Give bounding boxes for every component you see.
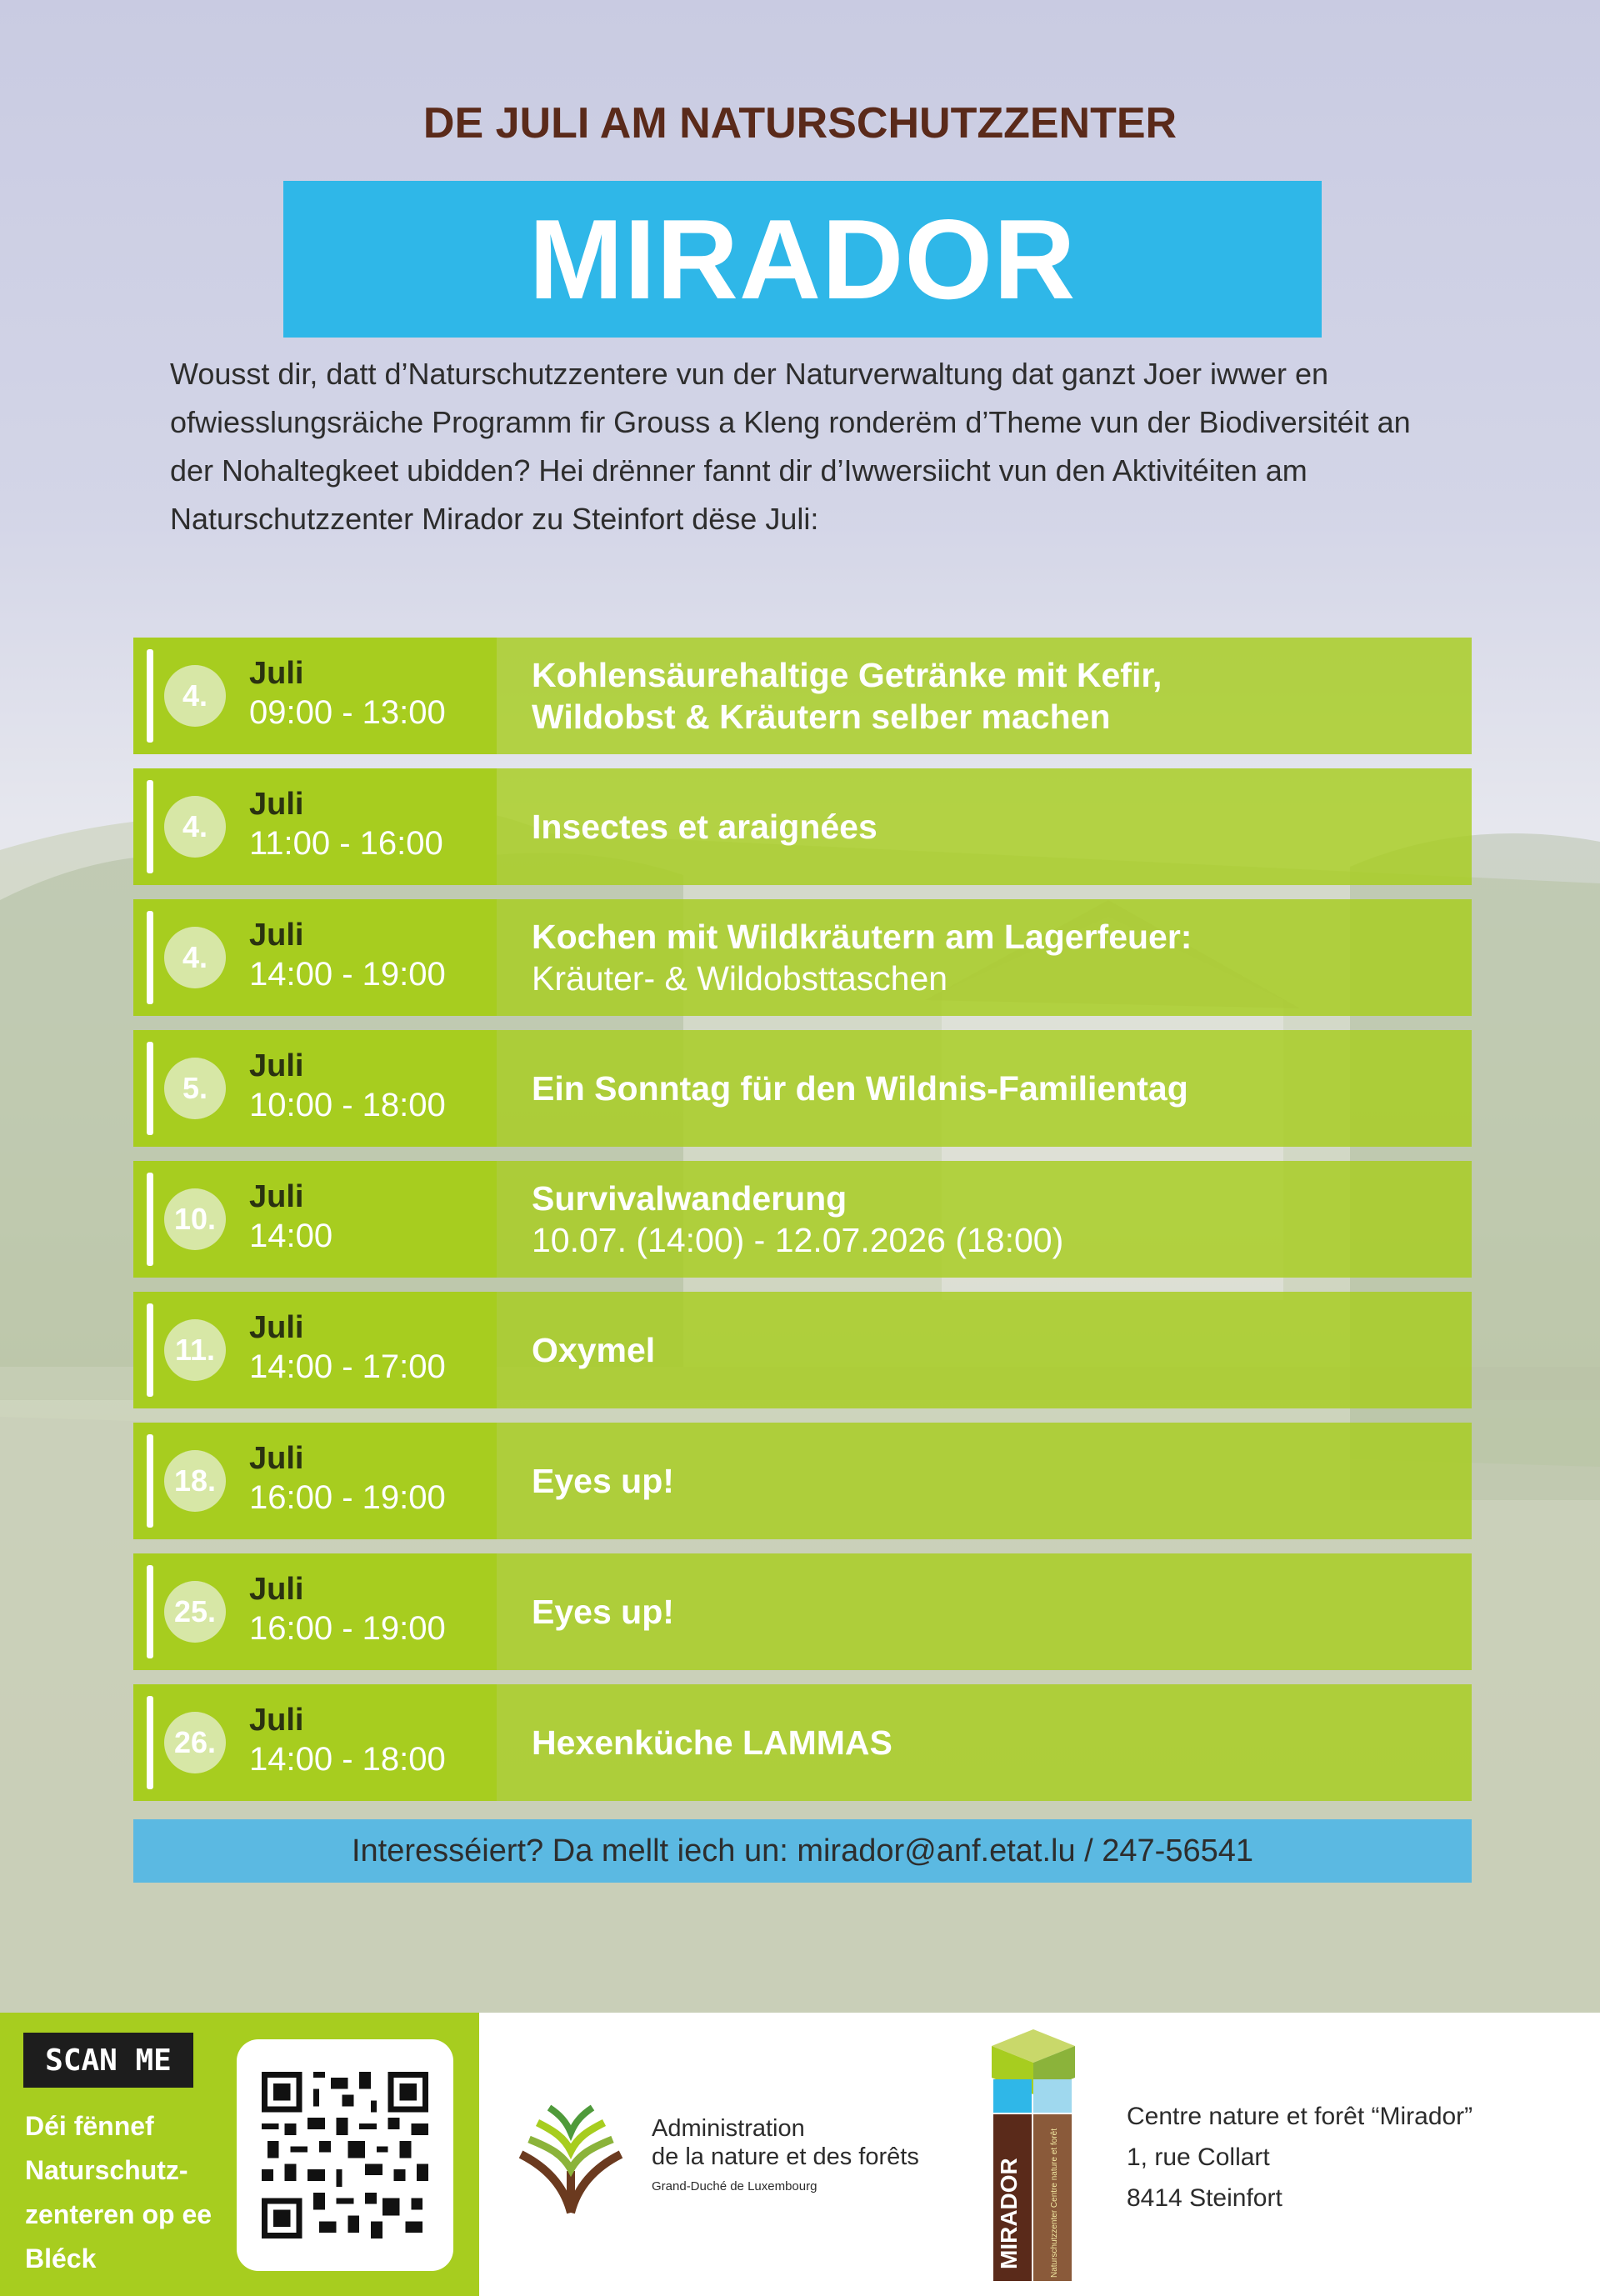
event-title: Kochen mit Wildkräutern am Lagerfeuer:	[532, 918, 1192, 956]
event-subtitle: Kräuter- & Wildobsttaschen	[532, 959, 948, 998]
event-row	[133, 638, 1472, 754]
event-month: Juli	[249, 1048, 304, 1083]
event-info	[497, 1292, 1472, 1408]
accent-bar	[147, 1696, 153, 1789]
qr-code[interactable]	[237, 2039, 453, 2271]
event-title: Insectes et araignées	[532, 808, 878, 846]
title-banner	[283, 181, 1322, 338]
scan-panel	[0, 2013, 479, 2296]
event-title: Ein Sonntag für den Wildnis-Familientag	[532, 1069, 1188, 1108]
accent-bar	[147, 1042, 153, 1135]
accent-bar	[147, 780, 153, 873]
event-title: Eyes up!	[532, 1462, 674, 1500]
event-info	[497, 1684, 1472, 1801]
event-date-block	[133, 1423, 497, 1539]
event-title: Hexenküche LAMMAS	[532, 1723, 892, 1762]
accent-bar	[147, 1434, 153, 1528]
intro-text: Wousst dir, datt d’Naturschutzzentere vun der Naturverwaltung dat ganzt Joer iwwer en ofwiesslungsräiche Programm fir Grouss a Kleng ronderëm d’Theme vun der Biodiversitéit an der Nohaltegkeet ubidden? Hei drënner fannt dir d’Iwwersiicht vun den Aktivitéiten am Naturschutzzenter Mirador zu Steinfort dëse Juli:	[170, 357, 1411, 536]
event-info	[497, 1030, 1472, 1147]
day-circle: 18.	[164, 1450, 226, 1512]
event-subtitle: 10.07. (14:00) - 12.07.2026 (18:00)	[532, 1221, 1064, 1259]
event-time: 11:00 - 16:00	[249, 825, 443, 862]
event-time: 14:00 - 19:00	[249, 956, 446, 993]
event-date-block	[133, 1553, 497, 1670]
event-time: 16:00 - 19:00	[249, 1610, 446, 1647]
day-circle: 4.	[164, 665, 226, 727]
accent-bar	[147, 1565, 153, 1658]
day-circle: 4.	[164, 796, 226, 858]
event-time: 14:00	[249, 1218, 333, 1254]
event-date-block	[133, 768, 497, 885]
event-month: Juli	[249, 1179, 304, 1214]
event-month: Juli	[249, 1572, 304, 1607]
event-row	[133, 1161, 1472, 1278]
event-month: Juli	[249, 1441, 304, 1476]
event-date-block	[133, 1684, 497, 1801]
day-circle: 4.	[164, 927, 226, 988]
event-row	[133, 768, 1472, 885]
mirador-logo-text: MIRADOR	[996, 2158, 1022, 2269]
event-list	[133, 638, 1472, 1815]
event-title: Survivalwanderung	[532, 1179, 848, 1218]
page-title: MIRADOR	[528, 196, 1077, 323]
event-row	[133, 1292, 1472, 1408]
event-time: 10:00 - 18:00	[249, 1087, 446, 1123]
event-info	[497, 638, 1472, 754]
event-time: 09:00 - 13:00	[249, 694, 446, 731]
day-circle: 10.	[164, 1188, 226, 1250]
event-date-block	[133, 1292, 497, 1408]
address-line1: Centre nature et forêt “Mirador”	[1127, 2103, 1473, 2130]
event-month: Juli	[249, 1703, 304, 1738]
event-time: 16:00 - 19:00	[249, 1479, 446, 1516]
day-circle: 25.	[164, 1581, 226, 1643]
day-circle: 5.	[164, 1058, 226, 1119]
contact-banner: Interesséiert? Da mellt iech un: mirador@anf.etat.lu / 247-56541	[133, 1819, 1472, 1883]
qr-code-icon	[262, 2063, 428, 2247]
event-time: 14:00 - 18:00	[249, 1741, 446, 1778]
header-subtitle: DE JULI AM NATURSCHUTZZENTER	[422, 99, 1178, 148]
anf-line3: Grand-Duché de Luxembourg	[652, 2179, 818, 2193]
day-circle: 11.	[164, 1319, 226, 1381]
anf-name	[652, 2114, 919, 2193]
event-title: Kohlensäurehaltige Getränke mit Kefir, Wildobst & Kräutern selber machen	[532, 656, 1162, 736]
event-info	[497, 1553, 1472, 1670]
event-month: Juli	[249, 656, 304, 691]
event-row	[133, 1553, 1472, 1670]
event-month: Juli	[249, 918, 304, 953]
accent-bar	[147, 649, 153, 743]
event-title: Eyes up!	[532, 1593, 674, 1631]
event-row	[133, 1030, 1472, 1147]
event-row	[133, 899, 1472, 1016]
anf-line2: de la nature et des forêts	[652, 2143, 919, 2170]
event-date-block	[133, 1161, 497, 1278]
event-title: Oxymel	[532, 1331, 656, 1369]
accent-bar	[147, 1173, 153, 1266]
event-date-block	[133, 899, 497, 1016]
address-line2: 1, rue Collart	[1127, 2143, 1270, 2171]
event-info	[497, 1161, 1472, 1278]
event-info	[497, 768, 1472, 885]
accent-bar	[147, 1303, 153, 1397]
event-date-block	[133, 638, 497, 754]
mirador-logo-icon	[983, 2028, 1083, 2286]
scan-description: Déi fënnef Naturschutz-zenteren op ee Bléck	[25, 2111, 212, 2273]
anf-line1: Administration	[652, 2115, 805, 2142]
event-time: 14:00 - 17:00	[249, 1348, 446, 1385]
footer	[0, 2013, 1600, 2296]
event-row	[133, 1423, 1472, 1539]
address-line3: 8414 Steinfort	[1127, 2184, 1282, 2212]
day-circle: 26.	[164, 1712, 226, 1773]
anf-logo-icon	[512, 2096, 629, 2221]
event-date-block	[133, 1030, 497, 1147]
address-block	[1127, 2096, 1472, 2218]
event-info	[497, 899, 1472, 1016]
accent-bar	[147, 911, 153, 1004]
scan-me-badge: SCAN ME	[23, 2033, 193, 2088]
event-month: Juli	[249, 787, 304, 822]
event-month: Juli	[249, 1310, 304, 1345]
event-info	[497, 1423, 1472, 1539]
event-row	[133, 1684, 1472, 1801]
mirador-logo-sub: Naturschutzzenter Centre nature et forêt	[1050, 2128, 1059, 2278]
